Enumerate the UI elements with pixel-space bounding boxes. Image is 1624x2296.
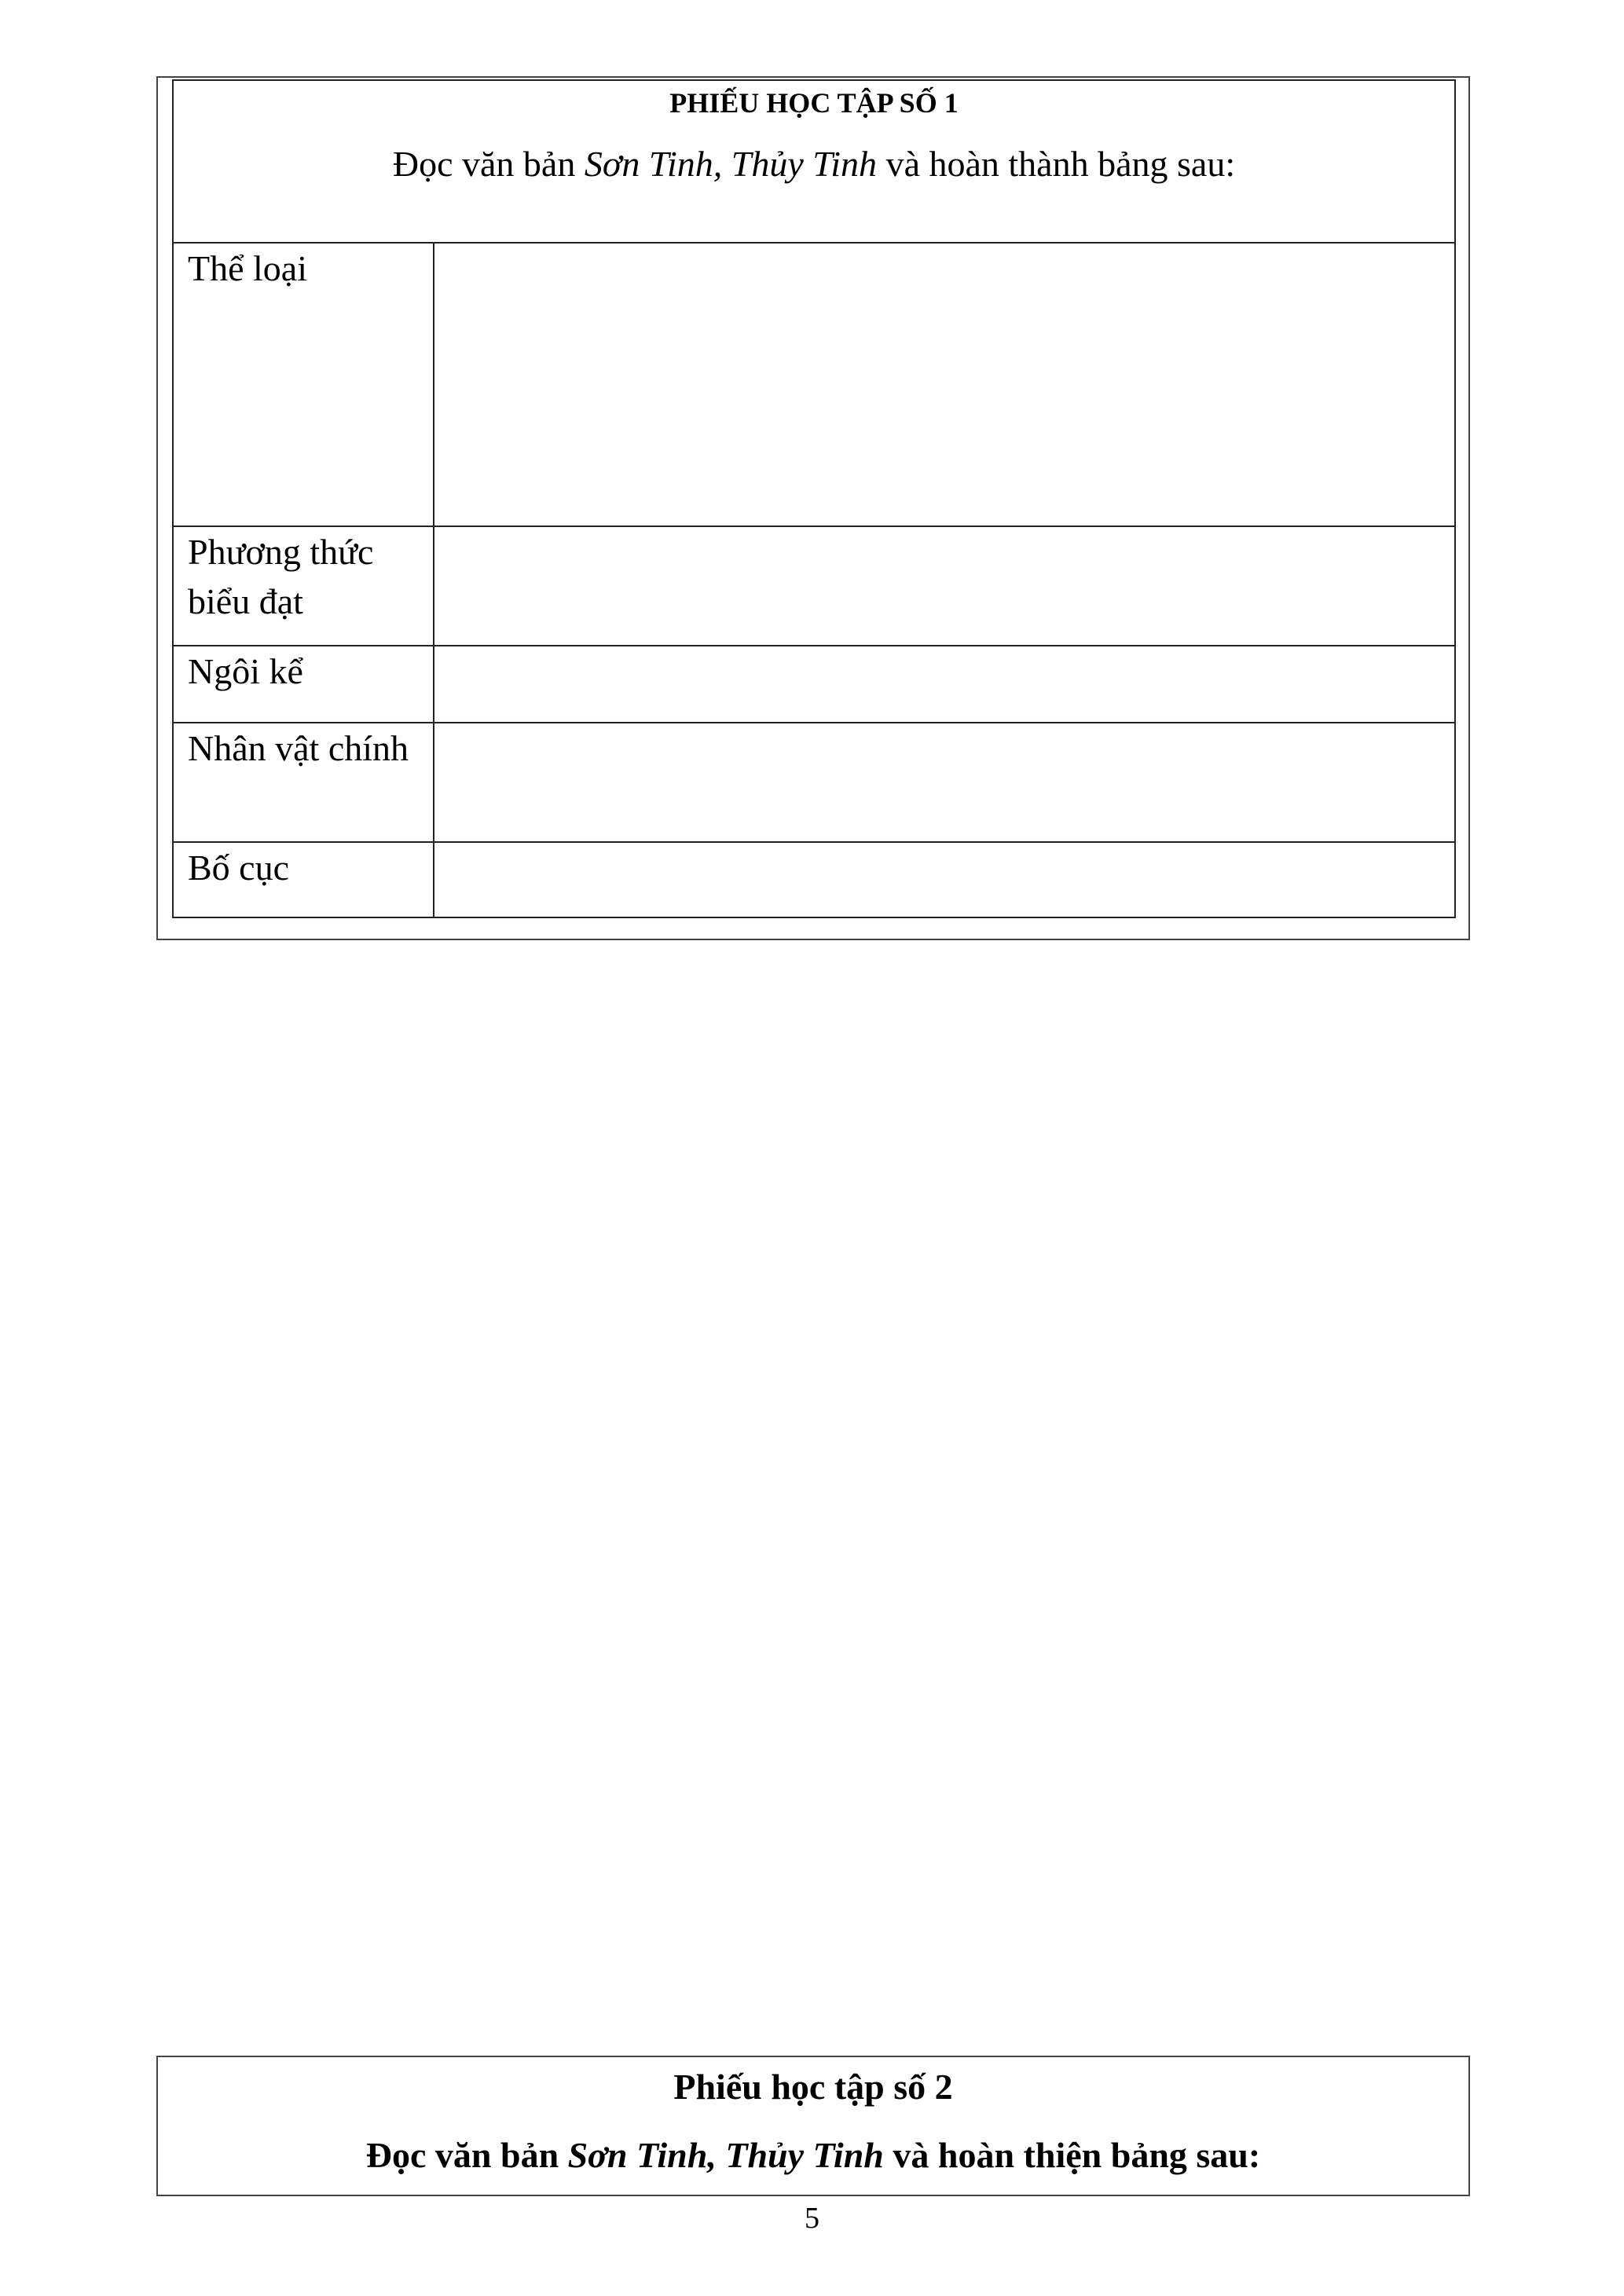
text-title-part1: Sơn Tinh xyxy=(584,144,713,184)
row-label: Bố cục xyxy=(174,843,434,917)
row-label: Ngôi kể xyxy=(174,646,434,722)
instruction-prefix: Đọc văn bản xyxy=(365,2135,568,2175)
table-row-the-loai xyxy=(174,242,1454,525)
instruction-suffix: và hoàn thành bảng sau: xyxy=(877,144,1236,184)
row-label: Thể loại xyxy=(174,244,434,525)
table-row-nhan-vat xyxy=(174,722,1454,841)
worksheet-2-frame xyxy=(156,2056,1470,2196)
text-title-part1: Sơn Tinh xyxy=(567,2135,708,2175)
table-row-ngoi-ke xyxy=(174,645,1454,722)
answer-cell[interactable] xyxy=(434,244,1454,525)
answer-cell[interactable] xyxy=(434,843,1454,917)
worksheet-1-instruction xyxy=(174,142,1454,186)
worksheet-1-frame xyxy=(156,76,1470,940)
row-label: Phương thức biểu đạt xyxy=(174,527,434,645)
instruction-suffix: và hoàn thiện bảng sau: xyxy=(883,2135,1261,2175)
text-title-part2: Thủy Tinh xyxy=(725,2135,884,2175)
worksheet-1-table xyxy=(172,79,1456,918)
table-row-phuong-thuc xyxy=(174,525,1454,645)
text-title-part2: Thủy Tinh xyxy=(731,144,878,184)
text-title-separator: , xyxy=(713,144,731,184)
row-label: Nhân vật chính xyxy=(174,723,434,841)
page-number: 5 xyxy=(805,2202,819,2235)
worksheet-1-title: PHIẾU HỌC TẬP SỐ 1 xyxy=(669,87,959,119)
worksheet-2-instruction xyxy=(158,2132,1468,2179)
answer-cell[interactable] xyxy=(434,646,1454,722)
worksheet-2-title: Phiếu học tập số 2 xyxy=(673,2067,953,2107)
table-row-bo-cuc xyxy=(174,841,1454,917)
text-title-separator: , xyxy=(707,2135,726,2175)
answer-cell[interactable] xyxy=(434,527,1454,645)
answer-cell[interactable] xyxy=(434,723,1454,841)
instruction-prefix: Đọc văn bản xyxy=(392,144,585,184)
